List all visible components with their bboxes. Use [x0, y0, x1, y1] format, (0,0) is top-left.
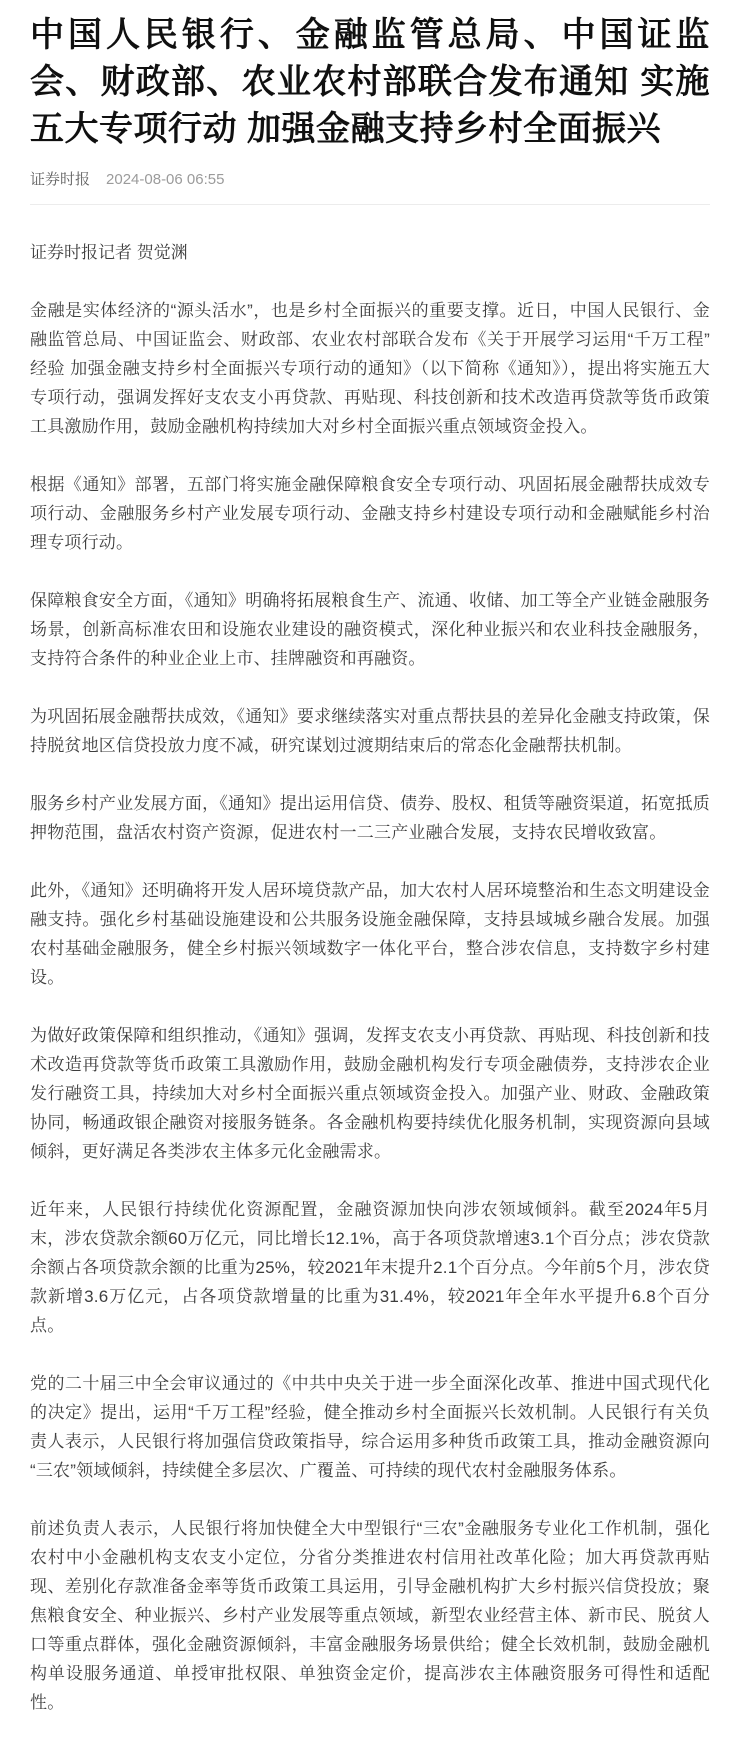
paragraph: 保障粮食安全方面，《通知》明确将拓展粮食生产、流通、收储、加工等全产业链金融服务场景，创新高标准农田和设施农业建设的融资模式，深化种业振兴和农业科技金融服务，支持符合条件的种业企业上市、挂牌融资和再融资。	[30, 591, 710, 668]
byline: 证券时报记者 贺觉渊	[30, 243, 188, 262]
paragraph: 此外，《通知》还明确将开发人居环境贷款产品，加大农村人居环境整治和生态文明建设金融支持。强化乡村基础设施建设和公共服务设施金融保障，支持县域城乡融合发展。加强农村基础金融服务，健全乡村振兴领域数字一体化平台，整合涉农信息，支持数字乡村建设。	[30, 881, 710, 987]
paragraph: 服务乡村产业发展方面，《通知》提出运用信贷、债券、股权、租赁等融资渠道，拓宽抵质押物范围，盘活农村资产资源，促进农村一二三产业融合发展，支持农民增收致富。	[30, 794, 710, 842]
publish-time: 2024-08-06 06:55	[106, 171, 225, 188]
article-title: 中国人民银行、金融监管总局、中国证监会、财政部、农业农村部联合发布通知 实施五大专项行动 加强金融支持乡村全面振兴	[30, 16, 710, 148]
paragraph: 党的二十届三中全会审议通过的《中共中央关于进一步全面深化改革、推进中国式现代化的决定》提出，运用“千万工程”经验，健全推动乡村全面振兴长效机制。人民银行有关负责人表示，人民银行将加强信贷政策指导，综合运用多种货币政策工具，推动金融资源向“三农”领域倾斜，持续健全多层次、广覆盖、可持续的现代农村金融服务体系。	[30, 1374, 710, 1480]
meta-divider	[30, 204, 710, 205]
paragraph: 前述负责人表示，人民银行将加快健全大中型银行“三农”金融服务专业化工作机制，强化农村中小金融机构支农支小定位，分省分类推进农村信用社改革化险；加大再贷款再贴现、差别化存款准备金率等货币政策工具运用，引导金融机构扩大乡村振兴信贷投放；聚焦粮食安全、种业振兴、乡村产业发展等重点领域，新型农业经营主体、新市民、脱贫人口等重点群体，强化金融资源倾斜，丰富金融服务场景供给；健全长效机制，鼓励金融机构单设服务通道、单授审批权限、单独资金定价，提高涉农主体融资服务可得性和适配性。	[30, 1519, 710, 1712]
article-body	[30, 296, 710, 1717]
paragraph: 为做好政策保障和组织推动，《通知》强调，发挥支农支小再贷款、再贴现、科技创新和技术改造再贷款等货币政策工具激励作用，鼓励金融机构发行专项金融债券，支持涉农企业发行融资工具，持续加大对乡村全面振兴重点领域资金投入。加强产业、财政、金融政策协同，畅通政银企融资对接服务链条。各金融机构要持续优化服务机制，实现资源向县域倾斜，更好满足各类涉农主体多元化金融需求。	[30, 1026, 710, 1161]
article-source: 证券时报	[30, 171, 91, 188]
paragraph: 金融是实体经济的“源头活水”，也是乡村全面振兴的重要支撑。近日，中国人民银行、金融监管总局、中国证监会、财政部、农业农村部联合发布《关于开展学习运用“千万工程”经验 加强金融支持乡村全面振兴专项行动的通知》（以下简称《通知》），提出将实施五大专项行动，强调发挥好支农支小再贷款、再贴现、科技创新和技术改造再贷款等货币政策工具激励作用，鼓励金融机构持续加大对乡村全面振兴重点领域资金投入。	[30, 301, 710, 436]
paragraph: 近年来，人民银行持续优化资源配置，金融资源加快向涉农领域倾斜。截至2024年5月末，涉农贷款余额60万亿元，同比增长12.1%，高于各项贷款增速3.1个百分点；涉农贷款余额占各项贷款余额的比重为25%，较2021年末提升2.1个百分点。今年前5个月，涉农贷款新增3.6万亿元，占各项贷款增量的比重为31.4%，较2021年全年水平提升6.8个百分点。	[30, 1200, 710, 1335]
paragraph: 根据《通知》部署，五部门将实施金融保障粮食安全专项行动、巩固拓展金融帮扶成效专项行动、金融服务乡村产业发展专项行动、金融支持乡村建设专项行动和金融赋能乡村治理专项行动。	[30, 475, 710, 552]
article-meta	[30, 169, 710, 190]
paragraph: 为巩固拓展金融帮扶成效，《通知》要求继续落实对重点帮扶县的差异化金融支持政策，保持脱贫地区信贷投放力度不减，研究谋划过渡期结束后的常态化金融帮扶机制。	[30, 707, 710, 755]
